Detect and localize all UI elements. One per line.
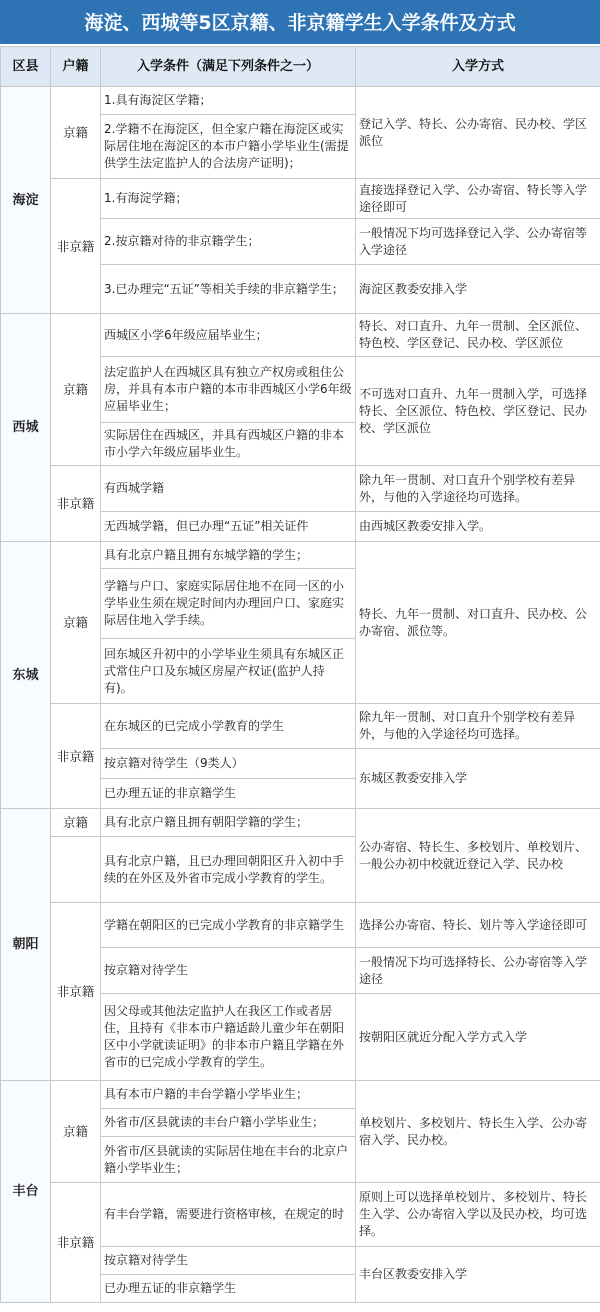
condition-cell: 具有北京户籍且拥有东城学籍的学生； <box>101 542 356 569</box>
hukou-jing: 京籍 <box>51 809 101 837</box>
hukou-feijing: 非京籍 <box>51 466 101 542</box>
method-cell: 一般情况下均可选择登记入学、公办寄宿等入学途径 <box>356 219 600 265</box>
method-cell: 一般情况下均可选择特长、公办寄宿等入学途径 <box>356 948 600 994</box>
method-cell: 除九年一贯制、对口直升个别学校有差异外，与他的入学途径均可选择。 <box>356 466 600 512</box>
method-cell: 东城区教委安排入学 <box>356 749 600 809</box>
method-cell: 特长、对口直升、九年一贯制、全区派位、特色校、学区登记、民办校、学区派位 <box>356 314 600 357</box>
district-xicheng: 西城 <box>1 314 51 542</box>
method-cell: 单校划片、多校划片、特长生入学、公办寄宿入学、民办校。 <box>356 1081 600 1183</box>
condition-cell: 2.按京籍对待的非京籍学生； <box>101 219 356 265</box>
header-district: 区县 <box>1 47 51 87</box>
header-hukou: 户籍 <box>51 47 101 87</box>
header-method: 入学方式 <box>356 47 600 87</box>
hukou-jing: 京籍 <box>51 314 101 466</box>
table-row <box>1 809 600 837</box>
header-condition: 入学条件（满足下列条件之一） <box>101 47 356 87</box>
condition-cell: 具有本市户籍的丰台学籍小学毕业生； <box>101 1081 356 1109</box>
condition-cell: 学籍在朝阳区的已完成小学教育的非京籍学生 <box>101 903 356 948</box>
hukou-blank <box>51 837 101 903</box>
condition-cell: 1.有海淀学籍； <box>101 179 356 219</box>
hukou-feijing: 非京籍 <box>51 1183 101 1303</box>
table-row <box>1 87 600 115</box>
method-cell: 海淀区教委安排入学 <box>356 265 600 314</box>
condition-cell: 具有北京户籍且拥有朝阳学籍的学生； <box>101 809 356 837</box>
condition-cell: 学籍与户口、家庭实际居住地不在同一区的小学毕业生须在规定时间内办理回户口、家庭实际居住地入学手续。 <box>101 569 356 639</box>
condition-cell: 有丰台学籍，需要进行资格审核，在规定的时 <box>101 1183 356 1247</box>
method-cell: 除九年一贯制、对口直升个别学校有差异外，与他的入学途径均可选择。 <box>356 704 600 749</box>
condition-cell: 按京籍对待学生（9类人） <box>101 749 356 779</box>
table-row <box>1 1081 600 1109</box>
condition-cell: 按京籍对待学生 <box>101 1247 356 1275</box>
table-row <box>1 1183 600 1247</box>
condition-cell: 无西城学籍，但已办理“五证”相关证件 <box>101 512 356 542</box>
condition-cell: 3.已办理完“五证”等相关手续的非京籍学生； <box>101 265 356 314</box>
hukou-feijing: 非京籍 <box>51 179 101 314</box>
condition-cell: 在东城区的已完成小学教育的学生 <box>101 704 356 749</box>
condition-cell: 2.学籍不在海淀区，但全家户籍在海淀区或实际居住地在海淀区的本市户籍小学毕业生(需提供学生法定监护人的合法房产证明)； <box>101 115 356 179</box>
district-haidian: 海淀 <box>1 87 51 314</box>
method-cell: 按朝阳区就近分配入学方式入学 <box>356 994 600 1081</box>
hukou-jing: 京籍 <box>51 542 101 704</box>
table-row <box>1 903 600 948</box>
page-title: 海淀、西城等5区京籍、非京籍学生入学条件及方式 <box>0 0 600 46</box>
table-row <box>1 314 600 357</box>
hukou-jing: 京籍 <box>51 87 101 179</box>
method-cell: 丰台区教委安排入学 <box>356 1247 600 1303</box>
district-fengtai: 丰台 <box>1 1081 51 1303</box>
table-row <box>1 466 600 512</box>
method-cell: 不可选对口直升、九年一贯制入学，可选择特长、全区派位、特色校、学区登记、民办校、学区派位 <box>356 357 600 466</box>
method-cell: 登记入学、特长、公办寄宿、民办校、学区派位 <box>356 87 600 179</box>
hukou-jing: 京籍 <box>51 1081 101 1183</box>
method-cell: 直接选择登记入学、公办寄宿、特长等入学途径即可 <box>356 179 600 219</box>
header-row <box>1 47 600 87</box>
condition-cell: 因父母或其他法定监护人在我区工作或者居住，且持有《非本市户籍适龄儿童少年在朝阳区中小学就读证明》的非本市户籍且学籍在外省市的已完成小学教育的学生。 <box>101 994 356 1081</box>
method-cell: 原则上可以选择单校划片、多校划片、特长生入学、公办寄宿入学以及民办校，均可选择。 <box>356 1183 600 1247</box>
condition-cell: 外省市/区县就读的丰台户籍小学毕业生； <box>101 1109 356 1137</box>
condition-cell: 西城区小学6年级应届毕业生； <box>101 314 356 357</box>
condition-cell: 法定监护人在西城区具有独立产权房或租住公房，并具有本市户籍的本市非西城区小学6年级应届毕业生； <box>101 357 356 423</box>
hukou-feijing: 非京籍 <box>51 704 101 809</box>
method-cell: 选择公办寄宿、特长、划片等入学途径即可 <box>356 903 600 948</box>
condition-cell: 有西城学籍 <box>101 466 356 512</box>
district-dongcheng: 东城 <box>1 542 51 809</box>
table-row <box>1 542 600 569</box>
condition-cell: 1.具有海淀区学籍； <box>101 87 356 115</box>
method-cell: 公办寄宿、特长生、多校划片、单校划片、一般公办初中校就近登记入学、民办校 <box>356 809 600 903</box>
condition-cell: 已办理五证的非京籍学生 <box>101 779 356 809</box>
condition-cell: 实际居住在西城区，并具有西城区户籍的非本市小学六年级应届毕业生。 <box>101 423 356 466</box>
condition-cell: 具有北京户籍，且已办理回朝阳区升入初中手续的在外区及外省市完成小学教育的学生。 <box>101 837 356 903</box>
condition-cell: 外省市/区县就读的实际居住地在丰台的北京户籍小学毕业生； <box>101 1137 356 1183</box>
condition-cell: 按京籍对待学生 <box>101 948 356 994</box>
condition-cell: 已办理五证的非京籍学生 <box>101 1275 356 1303</box>
method-cell: 特长、九年一贯制、对口直升、民办校、公办寄宿、派位等。 <box>356 542 600 704</box>
method-cell: 由西城区教委安排入学。 <box>356 512 600 542</box>
hukou-feijing: 非京籍 <box>51 903 101 1081</box>
table-row <box>1 179 600 219</box>
district-chaoyang: 朝阳 <box>1 809 51 1081</box>
condition-cell: 回东城区升初中的小学毕业生须具有东城区正式常住户口及东城区房屋产权证(监护人持有)。 <box>101 639 356 704</box>
admission-table <box>0 46 600 1303</box>
table-row <box>1 704 600 749</box>
